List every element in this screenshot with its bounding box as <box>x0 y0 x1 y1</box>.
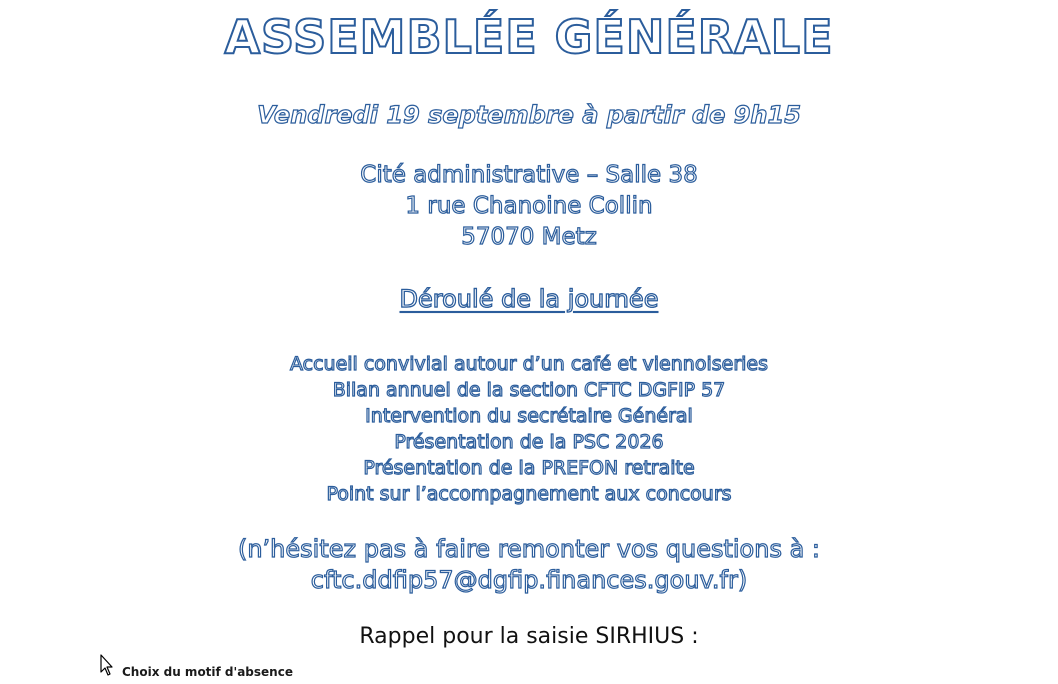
program-item: Bilan annuel de la section CFTC DGFIP 57 <box>332 379 726 401</box>
contact-email[interactable]: cftc.ddfip57@dgfip.finances.gouv.fr) <box>310 566 748 594</box>
program-heading: Déroulé de la journée <box>399 285 659 313</box>
program-item: Point sur l’accompagnement aux concours <box>326 483 732 505</box>
document-title: ASSEMBLÉE GÉNÉRALE <box>224 10 834 64</box>
program-item: Accueil convivial autour d’un café et viennoiseries <box>289 353 769 375</box>
sirhius-reminder: Rappel pour la saisie SIRHIUS : <box>359 624 699 649</box>
event-date: Vendredi 19 septembre à partir de 9h15 <box>257 101 801 129</box>
address-venue: Cité administrative – Salle 38 <box>360 162 698 188</box>
program-item: Intervention du secrétaire Général <box>365 405 693 427</box>
program-item: Présentation de la PSC 2026 <box>394 431 664 453</box>
contact-intro: (n’hésitez pas à faire remonter vos questions à : <box>237 535 821 563</box>
sirhius-screenshot-snippet <box>100 654 400 684</box>
absence-reason-label: Choix du motif d'absence <box>122 665 293 679</box>
address-street: 1 rue Chanoine Collin <box>405 193 653 219</box>
program-item: Présentation de la PREFON retraite <box>363 457 695 479</box>
mouse-pointer-icon <box>100 654 114 676</box>
address-city: 57070 Metz <box>461 224 597 250</box>
